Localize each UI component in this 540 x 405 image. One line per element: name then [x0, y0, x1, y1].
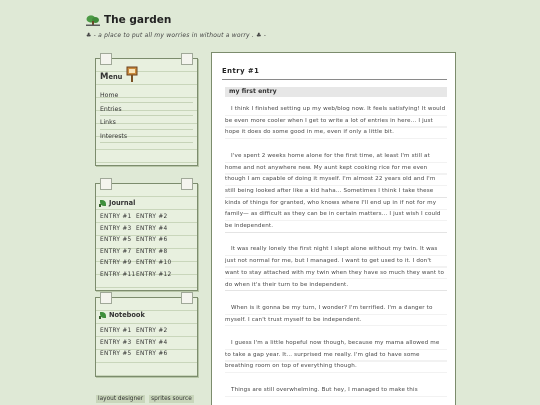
layout-designer-link[interactable]: layout designer	[98, 396, 144, 402]
journal-entry-link[interactable]: ENTRY #10	[136, 260, 172, 266]
leaf-icon	[100, 200, 106, 206]
journal-entry-link[interactable]: ENTRY #1	[100, 214, 132, 220]
menu-item-links[interactable]: Links	[100, 116, 193, 130]
menu-item-interests[interactable]: Interests	[100, 130, 193, 144]
signpost-icon	[126, 66, 138, 82]
notebook-entry-link[interactable]: ENTRY #3	[100, 339, 132, 346]
notebook-entry-link[interactable]: ENTRY #2	[136, 328, 168, 334]
entry-paragraph: I think I finished setting up my web/blog now. It feels satisfying! It would be even more cooler when I get to write a lot of entries in here... I just hope it does do some good in me, even if only a little bit.	[225, 104, 447, 139]
journal-entry-link[interactable]: ENTRY #11	[100, 271, 136, 278]
entry-panel	[211, 52, 456, 405]
site-title	[86, 14, 466, 26]
site-header	[86, 14, 466, 39]
journal-heading-label: Journal	[109, 199, 136, 207]
menu-heading-label: Menu	[100, 72, 123, 82]
entry-paragraph: I've spent 2 weeks home alone for the first time, at least I'm still at home and not anywhere new. My aunt kept cooking rice for me even though I am capable of doing it myself. I'm almost 22 years old and I'm still being looked after like a kid haha... Sometimes I think I take these kinds of things for granted, who knows where I'll end up in if not for my family— as difficult as they can be in certain matters... I just wish I could be independent.	[225, 151, 447, 233]
tape-left	[100, 292, 112, 304]
journal-entry-link[interactable]: ENTRY #8	[136, 248, 168, 255]
sprites-source-link[interactable]: sprites source	[151, 396, 192, 402]
journal-entry-list	[96, 212, 197, 281]
menu-item-home[interactable]: Home	[100, 89, 193, 103]
journal-entry-link[interactable]: ENTRY #7	[100, 248, 132, 255]
journal-entry-link[interactable]: ENTRY #9	[100, 260, 132, 266]
site-tagline: ♣ - a place to put all my worries in without a worry . ♣ -	[86, 32, 267, 39]
garden-tree-icon	[86, 15, 100, 26]
entry-subtitle: my first entry	[225, 87, 447, 97]
entry-paragraph: It was really lonely the first night I slept alone without my twin. It was just not normal for me, but I managed. I want to get used to it. I don't want to stay attached with my twin when they have so much they want to do when it's their turn to be independent.	[225, 244, 447, 291]
notebook-entry-link[interactable]: ENTRY #4	[136, 339, 168, 346]
journal-card	[95, 183, 198, 291]
notebook-entry-list	[96, 326, 197, 361]
entry-paragraph: Things are still overwhelming. But hey, I managed to make this	[225, 385, 447, 397]
journal-entry-link[interactable]: ENTRY #2	[136, 214, 168, 220]
notebook-card	[95, 297, 198, 377]
journal-entry-link[interactable]: ENTRY #12	[136, 271, 172, 278]
entry-paragraph: When is it gonna be my turn, I wonder? I'm terrified. I'm a danger to myself. I can't trust myself to be independent.	[225, 303, 447, 326]
tape-right	[181, 292, 193, 304]
tape-right	[181, 53, 193, 65]
entry-body	[225, 104, 447, 405]
leaf-icon	[100, 312, 106, 318]
tape-left	[100, 53, 112, 65]
menu-list	[96, 89, 197, 143]
menu-card	[95, 58, 198, 166]
journal-entry-link[interactable]: ENTRY #5	[100, 237, 132, 243]
journal-entry-link[interactable]: ENTRY #4	[136, 225, 168, 232]
tape-left	[100, 178, 112, 190]
menu-item-entries[interactable]: Entries	[100, 103, 193, 117]
tape-right	[181, 178, 193, 190]
journal-entry-link[interactable]: ENTRY #6	[136, 237, 168, 243]
notebook-entry-link[interactable]: ENTRY #5	[100, 351, 132, 357]
entry-title: Entry #1	[222, 67, 447, 80]
notebook-entry-link[interactable]: ENTRY #6	[136, 351, 168, 357]
notebook-heading-label: Notebook	[109, 311, 145, 319]
credits	[96, 395, 194, 403]
entry-paragraph: I guess I'm a little hopeful now though, because my mama allowed me to take a gap year. It... surprised me really. I'm glad to have some breathing room on top of everything though.	[225, 338, 447, 373]
journal-entry-link[interactable]: ENTRY #3	[100, 225, 132, 232]
site-title-text: The garden	[104, 14, 172, 26]
notebook-entry-link[interactable]: ENTRY #1	[100, 328, 132, 334]
